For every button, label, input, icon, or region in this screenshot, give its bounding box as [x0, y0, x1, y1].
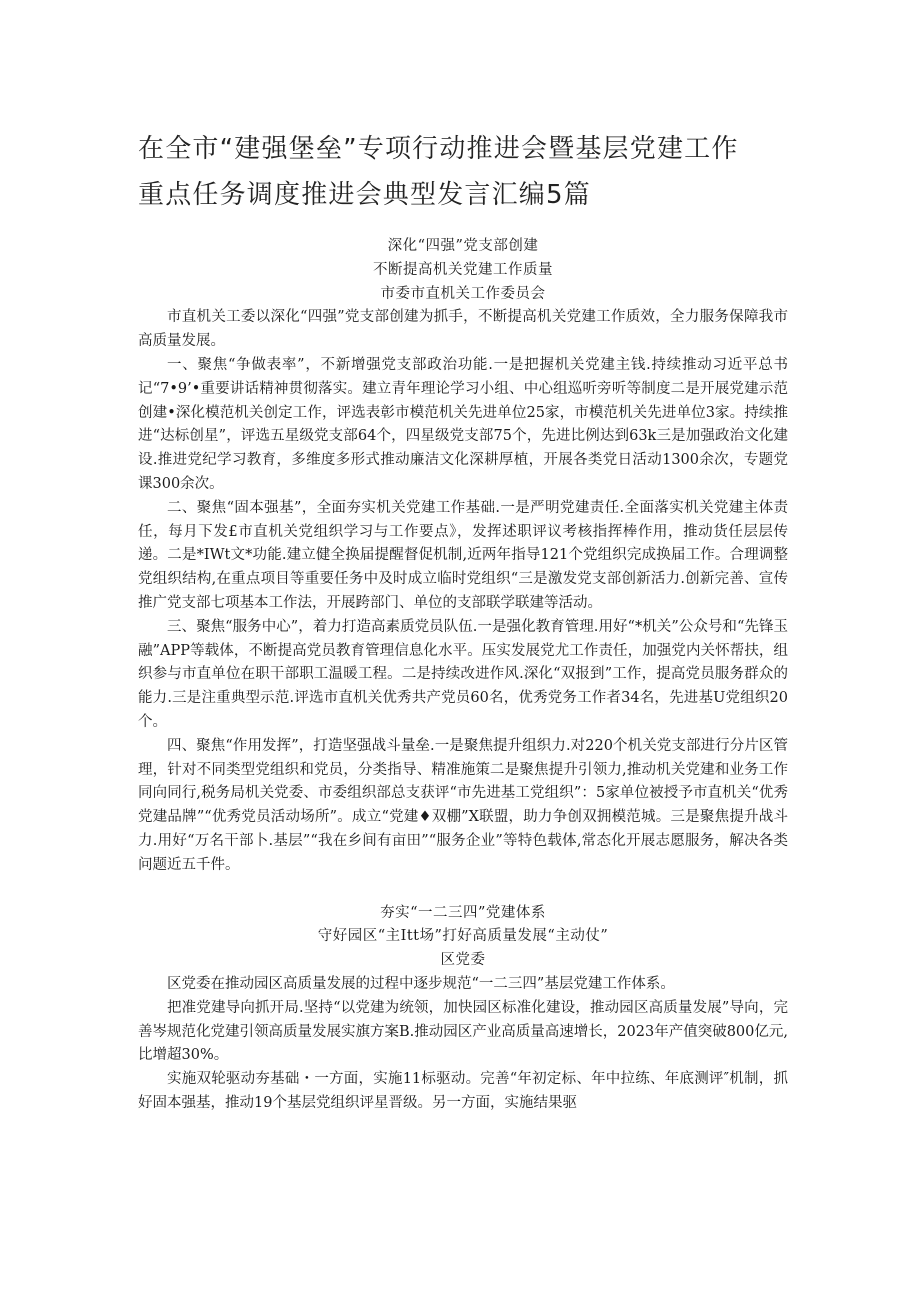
section-2-paragraph-1: 把准党建导向抓开局.坚持“以党建为统领，加快园区标准化建设，推动园区高质量发展”导向，完善岑规范化党建引领高质量发展实旗方案B.推动园区产业高质量高速增长，2023年产值突破800亿元,比增超30%。: [138, 999, 788, 1064]
document-body: [138, 235, 788, 1116]
section-1-paragraph-2: 二、聚焦“固本强基”，全面夯实机关党建工作基础.一是严明党建责任.全面落实机关党建主体责任，每月下发£市直机关党组织学习与工作要点》，发挥述职评议考核指挥棒作用，推动货任层层传递。二是*IWt文*功能.建立健全换届提醒督促机制,近两年指导121个党组织完成换届工作。合理调整党组织结构,在重点项目等重要任务中及时成立临时党组织“三是激发党支部创新活力.创新完善、宣传推广党支部七项基本工作法，开展跨部门、单位的支部联学联建等活动。: [138, 499, 788, 611]
section-divider: [138, 878, 788, 902]
document-title: [138, 126, 798, 218]
title-line-2: 重点任务调度推进会典型发言汇编5篇: [138, 180, 591, 210]
speech-section-2: [138, 902, 788, 1116]
section-1-paragraph-1: 一、聚焦“争做表率”，不新增强党支部政治功能.一是把握机关党建主钱.持续推动习近平总书记“7•9’•重要讲话精神贯彻落实。建立青年理论学习小组、中心组巡听旁听等制度二是开展党建示范创建•深化模范机关创定工作，评选表彰市模范机关先进单位25家，市模范机关先进单位3家。持续推进“达标创星”，评选五星级党支部64个，四星级党支部75个，先进比例达到63k三是加强政治文化建设.推进党纪学习教育，多维度多形式推动廉洁文化深耕厚植，开展各类党日活动1300余次，专题党课300余次。: [138, 356, 788, 492]
section-1-author: 市委市直机关工作委员会: [380, 285, 546, 302]
section-2-paragraph-intro: 区党委在推动园区高质量发展的过程中逐步规范“一二三四”基层党建工作体系。: [167, 975, 675, 992]
section-1-subheading: 不断提高机关党建工作质量: [373, 261, 553, 278]
section-1-paragraph-intro: 市直机关工委以深化“四强”党支部创建为抓手，不断提高机关党建工作质效，全力服务保障我市高质量发展。: [138, 309, 788, 350]
section-1-paragraph-4: 四、聚焦“作用发挥”，打造坚强战斗量垒.一是聚焦提升组织力.对220个机关党支部进行分片区管理，针对不同类型党组织和党员，分类指导、精准施策二是聚焦提升引领力,推动机关党建和业务工作同向同行,税务局机关党委、市委组织部总支获评“市先进基工党组织”：5家单位被授予市直机关“优秀党建品牌”“优秀党员活动场所”。成立“党建♦双棚”X联盟，助力争创双拥模范城。三是聚焦提升战斗力.用好“万名干部卜.基层”“我在乡间有亩田”“服务企业”等特色载体,常态化开展志愿服务，解决各类问题近五千件。: [138, 737, 788, 873]
speech-section-1: [138, 235, 788, 878]
section-2-subheading: 守好园区“主Itt场”打好高质量发展“主动仗”: [317, 928, 609, 945]
section-1-heading: 深化“四强”党支部创建: [387, 238, 539, 254]
title-line-1: 在全市“建强堡垒”专项行动推进会暨基层党建工作: [138, 134, 739, 164]
section-2-heading: 夯实“一二三四”党建体系: [380, 904, 546, 921]
section-1-paragraph-3: 三、聚焦“服务中心”，着力打造高素质党员队伍.一是强化教育管理.用好“*机关”公众号和“先锋玉融”APP等载体，不断提高党员教育管理信息化水平。压实发展党尤工作责任，加强党内关怀帮扶，组织参与市直单位在职干部职工温暖工程。二是持续改进作风.深化“双报到”工作，提高党员服务群众的能力.三是注重典型示范.评选市直机关优秀共产党员60名，优秀党务工作者34名，先进基U党组织20个。: [138, 618, 788, 730]
section-2-paragraph-2: 实施双轮驱动夯基础・一方面，实施11标驱动。完善“年初定标、年中拉练、年底测评″机制，抓好固本强基，推动19个基层党组织评星晋级。另一方面，实施结果驱: [138, 1071, 788, 1111]
section-2-author: 区党委: [440, 952, 486, 969]
